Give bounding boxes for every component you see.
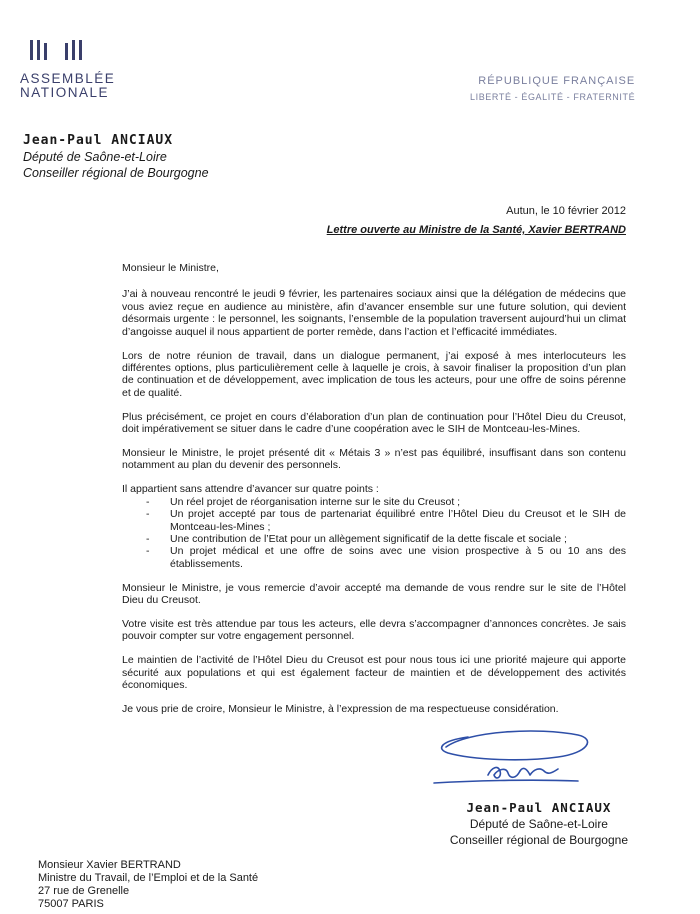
republique-francaise-header	[470, 74, 635, 104]
letter-body	[122, 262, 626, 727]
salutation: Monsieur le Ministre,	[122, 262, 219, 274]
paragraph-4: Monsieur le Ministre, le projet présenté dit « Métais 3 » n’est pas équilibré, insuffisant dans son contenu notamment au plan du devenir des personnels.	[122, 446, 626, 472]
letter-date: Autun, le 10 février 2012	[506, 205, 626, 217]
sender-role-deputy: Député de Saône-et-Loire	[23, 150, 167, 164]
logo-text-line2: NATIONALE	[20, 85, 110, 100]
signatory-role-deputy: Député de Saône-et-Loire	[469, 817, 608, 831]
logo-text-line1: ASSEMBLÉE	[20, 71, 116, 86]
closing: Je vous prie de croire, Monsieur le Ministre, à l’expression de ma respectueuse considération.	[122, 702, 559, 715]
paragraph-6: Votre visite est très attendue par tous les acteurs, elle devra s’accompagner d’annonces concrètes. Je sais pouvoir compter sur votre engagement personnel.	[122, 617, 626, 643]
points-intro: Il appartient sans attendre d’avancer sur quatre points :	[122, 483, 379, 496]
recipient-address	[38, 859, 258, 911]
assemblee-nationale-logo-icon	[27, 37, 95, 63]
sender-name: Jean-Paul ANCIAUX	[23, 133, 174, 148]
recipient-city: 75007 PARIS	[38, 898, 104, 910]
recipient-street: 27 rue de Grenelle	[38, 885, 130, 897]
republique-francaise: RÉPUBLIQUE FRANÇAISE	[478, 75, 636, 87]
list-item: - Un projet médical et une offre de soins avec une vision prospective à 5 ou 10 ans des établissements.	[122, 545, 626, 570]
points-list	[122, 496, 626, 570]
letter-subject: Lettre ouverte au Ministre de la Santé, Xavier BERTRAND	[326, 224, 626, 236]
paragraph-5: Monsieur le Ministre, je vous remercie d’avoir accepté ma demande de vous rendre sur le site de l’Hôtel Dieu du Creusot.	[122, 581, 626, 607]
list-item: - Une contribution de l’Etat pour un allègement significatif de la dette fiscale et sociale ;	[122, 533, 626, 545]
assemblee-nationale-logo-text	[20, 72, 115, 100]
recipient-name: Monsieur Xavier BERTRAND	[38, 859, 181, 871]
paragraph-2: Lors de notre réunion de travail, dans un dialogue permanent, j’ai exposé à mes interlocuteurs les différentes options, plus particulièrement celle à laquelle je crois, à savoir finaliser la proposition d’un plan de continuation et de développement, avec implication de tous les acteurs, pour une offre de soins pérenne et de qualité.	[122, 349, 626, 399]
handwritten-signature	[428, 725, 598, 787]
paragraph-3: Plus précisément, ce projet en cours d’élaboration d’un plan de continuation pour l’Hôtel Dieu du Creusot, doit impérativement se situer dans le cadre d’une coopération avec le SIH de Montceau-les-Mines.	[122, 410, 626, 436]
sender-role-councillor: Conseiller régional de Bourgogne	[23, 166, 209, 180]
list-item: - Un projet accepté par tous de partenariat équilibré entre l’Hôtel Dieu du Creusot et le SIH de Montceau-les-Mines ;	[122, 508, 626, 533]
paragraph-7: Le maintien de l’activité de l’Hôtel Dieu du Creusot est pour nous tous ici une priorité majeure qui apporte sécurité aux populations et qui est également facteur de maintien et de développement des activités économiques.	[122, 654, 626, 692]
signatory-name: Jean-Paul ANCIAUX	[466, 800, 612, 815]
sender-block	[23, 133, 209, 181]
signature-block	[450, 800, 628, 848]
paragraph-1: J’ai à nouveau rencontré le jeudi 9 février, les partenaires sociaux ainsi que la délégation de médecins que vous aviez reçue en audience au ministère, afin d’avancer ensemble sur une future solution, qui devient désormais urgente : le personnel, les soignants, l’ensemble de la population traversent aujourd’hui un climat d’angoisse auquel il nous appartient de porter remède, dans l’action et l’efficacité immédiates.	[122, 288, 626, 338]
republic-motto: LIBERTÉ - ÉGALITÉ - FRATERNITÉ	[470, 92, 636, 102]
list-item: - Un réel projet de réorganisation interne sur le site du Creusot ;	[122, 496, 626, 508]
recipient-title: Ministre du Travail, de l’Emploi et de la Santé	[38, 872, 259, 884]
signatory-role-councillor: Conseiller régional de Bourgogne	[449, 833, 628, 847]
